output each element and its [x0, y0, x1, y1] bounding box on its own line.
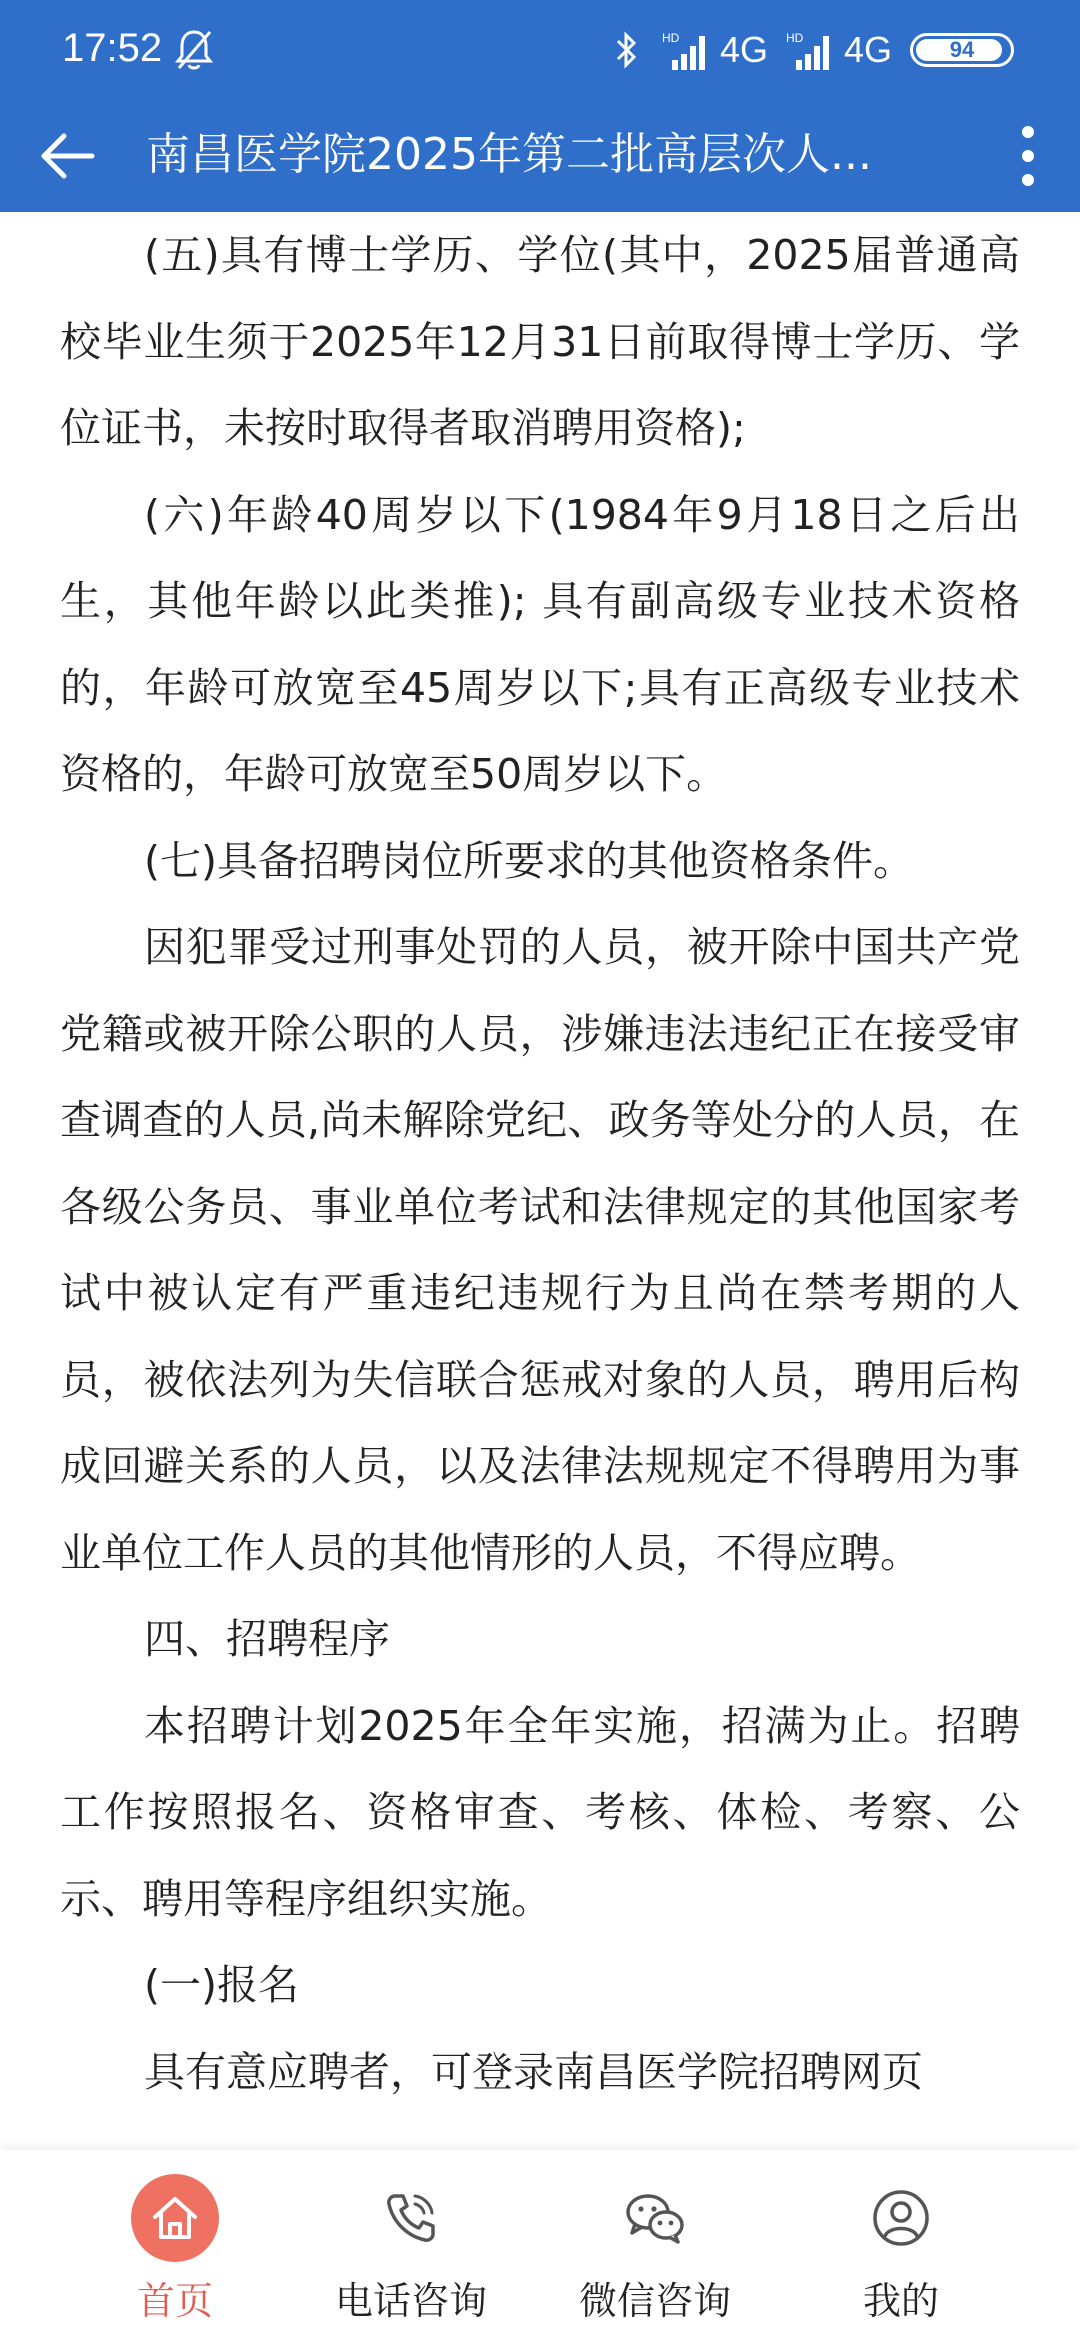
- wechat-icon: [623, 2188, 687, 2248]
- article-content: [60, 212, 1020, 2152]
- arrow-left-icon[interactable]: [36, 124, 100, 188]
- subsection-heading: (一)报名: [144, 1961, 299, 2009]
- svg-text:HD: HD: [661, 31, 680, 45]
- status-indicators: [610, 26, 1014, 74]
- tab-label: 电话咨询: [334, 2279, 487, 2323]
- article-paragraph: 因犯罪受过刑事处罚的人员，被开除中国共产党党籍或被开除公职的人员，涉嫌违法违纪正在接受审查调查的人员,尚未解除党纪、政务等处分的人员，在各级公务员、事业单位考试和法律规定的其他国家考试中被认定有严重违纪违规行为且尚在禁考期的人员，被依法列为失信联合惩戒对象的人员，聘用后构成回避关系的人员，以及法律法规规定不得聘用为事业单位工作人员的其他情形的人员，不得应聘。: [60, 923, 1020, 1577]
- more-vertical-icon[interactable]: [1006, 120, 1050, 192]
- page-title: 南昌医学院2025年第二批高层次人...: [146, 129, 872, 180]
- article-paragraph: 具有意应聘者，可登录南昌医学院招聘网页: [144, 2047, 923, 2096]
- tab-phone-consult[interactable]: [276, 2150, 546, 2340]
- bottom-tab-bar: [0, 2150, 1080, 2340]
- network-type-1: 4G: [719, 29, 768, 70]
- tab-label: 微信咨询: [578, 2279, 731, 2323]
- status-bar: [0, 0, 1080, 100]
- tab-home[interactable]: [40, 2150, 310, 2340]
- tab-label: 首页: [136, 2279, 213, 2323]
- battery-level: 94: [949, 37, 975, 62]
- tab-label: 我的: [862, 2279, 939, 2323]
- battery-icon: [910, 33, 1014, 67]
- signal-icon: [662, 30, 710, 70]
- phone-icon: [381, 2188, 441, 2248]
- section-heading: 四、招聘程序: [144, 1615, 390, 1663]
- network-type-2: 4G: [843, 29, 892, 70]
- article-paragraph: (六)年龄40周岁以下(1984年9月18日之后出生，其他年龄以此类推); 具有副高级专业技术资格的，年龄可放宽至45周岁以下;具有正高级专业技术资格的，年龄可放宽至50周岁以下。: [60, 490, 1020, 798]
- bell-off-icon: [174, 28, 214, 72]
- home-icon: [131, 2174, 219, 2262]
- app-header: [0, 100, 1080, 212]
- tab-wechat-consult[interactable]: [520, 2150, 790, 2340]
- user-icon: [871, 2188, 931, 2248]
- signal-icon: [786, 30, 834, 70]
- article-paragraph: 本招聘计划2025年全年实施，招满为止。招聘工作按照报名、资格审查、考核、体检、考察、公示、聘用等程序组织实施。: [60, 1701, 1020, 1923]
- article-paragraph: (七)具备招聘岗位所要求的其他资格条件。: [144, 836, 914, 885]
- svg-text:HD: HD: [785, 31, 804, 45]
- bluetooth-icon: [610, 30, 642, 70]
- status-time: 17:52: [62, 26, 163, 70]
- tab-mine[interactable]: [766, 2150, 1036, 2340]
- article-paragraph: (五)具有博士学历、学位(其中，2025届普通高校毕业生须于2025年12月31日前取得博士学历、学位证书，未按时取得者取消聘用资格);: [60, 231, 1020, 452]
